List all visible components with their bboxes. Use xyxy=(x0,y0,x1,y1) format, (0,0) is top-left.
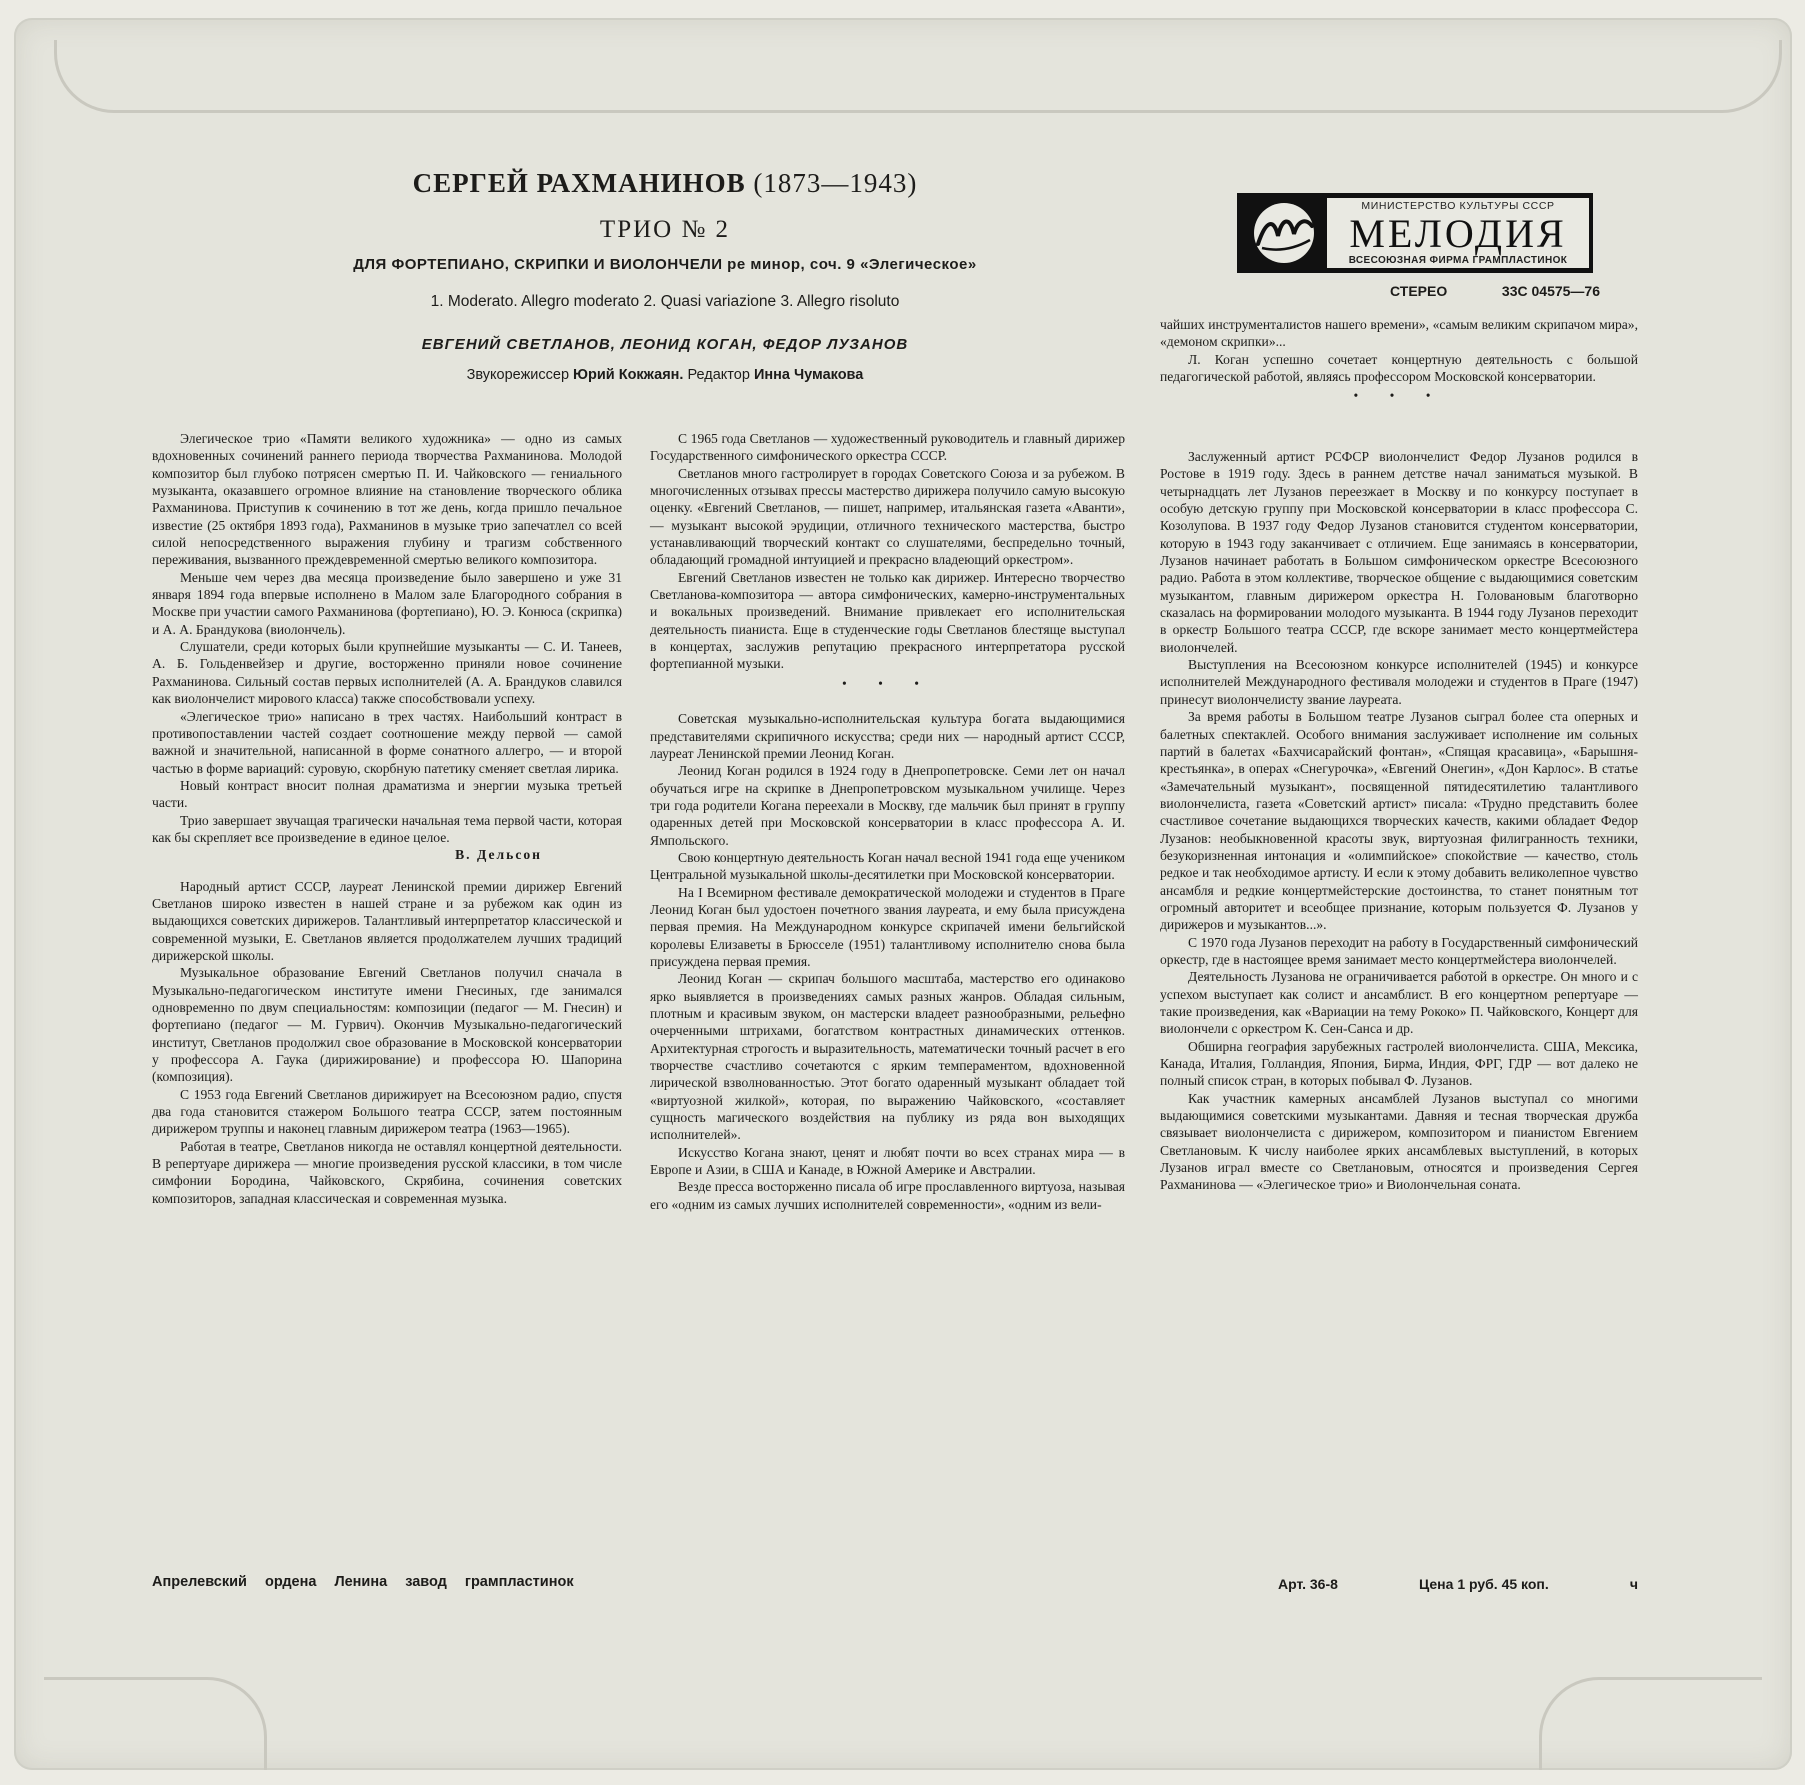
paragraph: Работая в театре, Светланов никогда не оставлял концертной деятельности. В репертуаре дирижера — многие произведения русской классики, в том числе симфонии Бородина, Чайковского, Скрябина, сочинения советских композиторов, западная классическая и современная музыка. xyxy=(152,1138,622,1206)
composer-name: СЕРГЕЙ РАХМАНИНОВ xyxy=(412,168,746,198)
work-subtitle: ДЛЯ ФОРТЕПИАНО, СКРИПКИ И ВИОЛОНЧЕЛИ ре минор, соч. 9 «Элегическое» xyxy=(353,256,977,273)
paragraph: Меньше чем через два месяца произведение было завершено и уже 31 января 1894 года впервые исполнено в Малом зале Благородного собрания в Москве при участии самого Рахманинова (фортепиано), Ю. Э. Конюса (скрипка) и А. А. Брандукова (виолончель). xyxy=(152,569,622,637)
performers: ЕВГЕНИЙ СВЕТЛАНОВ, ЛЕОНИД КОГАН, ФЕДОР ЛУЗАНОВ xyxy=(421,336,909,353)
catalog-format: СТЕРЕО xyxy=(1390,283,1448,299)
paragraph: Слушатели, среди которых были крупнейшие музыканты — С. И. Танеев, А. Б. Гольденвейзер и другие, восторженно приняли новое сочинение Рахманинова. Сильный состав первых исполнителей (А. А. Брандуков славился как виолончелист мирового класса) также способствовали успеху. xyxy=(152,639,622,707)
paragraph: Выступления на Всесоюзном конкурсе исполнителей (1945) и конкурсе исполнителей Международного фестиваля молодежи и студентов в Праге (1947) принесут виолончелисту звание лауреата. xyxy=(1160,657,1638,707)
article-number: Арт. 36-8 xyxy=(1278,1576,1338,1592)
paragraph: Элегическое трио «Памяти великого художника» — одно из самых вдохновенных сочинений раннего периода творчества Рахманинова. Молодой композитор был глубоко потрясен смертью П. И. Чайковского — гениального музыканта, оказавшего огромное влияние на становление творческого облика Рахманинова. Приступив к сочинению в тот же день, когда пришло печальное известие (25 октября 1893 года), Рахманинов в музыке трио запечатлел со всей силой непосредственного выражения глубину и трагизм собственного переживания, вызванного преждевременной смертью великого композитора. xyxy=(152,431,622,568)
composer-years: (1873—1943) xyxy=(753,168,918,198)
paragraph: На I Всемирном фестивале демократической молодежи и студентов в Праге Леонид Коган был удостоен почетного звания лауреата, и ему была присуждена первая премия. На Международном конкурсе скрипачей имени бельгийской королевы Елизаветы в Брюсселе (1951) талантливому исполнителю снова была присуждена первая премия. xyxy=(650,884,1125,969)
factory-imprint: Апрелевский ордена Ленина завод грампластинок xyxy=(152,1574,574,1590)
sleeve-corner-left xyxy=(44,1677,267,1770)
paragraph: Музыкальное образование Евгений Светланов получил сначала в Музыкально-педагогическом институте имени Гнесиных, где занимался одновременно по двум специальностям: композиции (педагог — М. Гнесин) и фортепиано (педагог — М. Гурвич). Окончив Музыкально-педагогический институт, Светланов продолжил свое образование в Московской консерватории у профессора А. Гаука (дирижирование) и профессора Ю. Шапорина (композиция). xyxy=(152,965,622,1085)
logo-brand: МЕЛОДИЯ xyxy=(1349,210,1567,256)
paragraph: Обширна география зарубежных гастролей виолончелиста. США, Мексика, Канада, Италия, Голландия, Япония, Бирма, Индия, ФРГ, ГДР — вот далеко не полный список стран, в которых побывал Ф. Лузанов. xyxy=(1160,1038,1638,1089)
logo-firm: ВСЕСОЮЗНАЯ ФИРМА ГРАМПЛАСТИНОК xyxy=(1348,255,1568,266)
author-signature: В. Дельсон xyxy=(455,847,542,863)
paragraph: Леонид Коган родился в 1924 году в Днепропетровске. Семи лет он начал обучаться игре на скрипке в Днепропетровском музыкальном училище. Через три года родители Когана переехали в Москву, где мальчик был принят в группу одаренных детей при Московской консерватории в класс профессора А. И. Ямпольского. xyxy=(650,763,1125,848)
paragraph: Везде пресса восторженно писала об игре прославленного виртуоза, называя его «одним из самых лучших исполнителей современности», «одним из вели- xyxy=(650,1179,1125,1212)
paragraph: «Элегическое трио» написано в трех частях. Наибольший контраст в противопоставлении частей создает соотношение между первой — самой важной и значительной, написанной в форме сонатного аллегро, — и второй частью в форме вариаций: суровую, скорбную патетику сменяет светлая лирика. xyxy=(152,708,622,776)
paragraph: Как участник камерных ансамблей Лузанов выступал со многими выдающимися советскими музыкантами. Давняя и тесная творческая дружба связывает виолончелиста с дирижером, композитором и пианистом Евгением Светлановым. К числу наиболее ярких ансамблевых выступлений, в которых Лузанов играл вместе со Светлановым, относятся и произведения Сергея Рахманинова — «Элегическое трио» и Виолончельная соната. xyxy=(1160,1090,1638,1193)
catalog-number: 33С 04575—76 xyxy=(1501,283,1600,299)
work-title: ТРИО № 2 xyxy=(599,216,731,243)
price: Цена 1 руб. 45 коп. xyxy=(1419,1576,1549,1592)
paragraph: Евгений Светланов известен не только как дирижер. Интересно творчество Светланова-композитора — автора симфонических, камерно-инструментальных и вокальных произведений. Внимание привлекает его исполнительская деятельность пианиста. Еще в студенческие годы Светланов блестяще выступал в концертах, заслужив репутацию прекрасного интерпретатора русской фортепианной музыки. xyxy=(650,569,1125,672)
paragraph: Искусство Когана знают, ценят и любят почти во всех странах мира — в Европе и Азии, в США и Канаде, в Южной Америке и Австралии. xyxy=(650,1144,1125,1178)
paragraph: Светланов много гастролирует в городах Советского Союза и за рубежом. В многочисленных отзывах прессы мастерство дирижера получило самую высокую оценку. «Евгений Светланов, — пишет, например, итальянская газета «Аванти», — музыкант высокой эрудиции, отличного технического мастерства, быстро устанавливающий творческий контакт со слушателями, беспредельно точный, обладающий громадной интуицией и прекрасно владеющий оркестром». xyxy=(650,465,1126,568)
price-info xyxy=(1278,1576,1638,1592)
section-separator: • • • xyxy=(1353,388,1445,404)
spacer xyxy=(152,864,622,878)
sound-engineer-label: Звукорежиссер xyxy=(466,367,570,383)
paragraph: Народный артист СССР, лауреат Ленинской премии дирижер Евгений Светланов широко известен в нашей стране и за рубежом как один из выдающихся советских дирижеров. Талантливый интерпретатор классической и современной музыки, Е. Светланов является продолжателем лучших традиций дирижерской школы. xyxy=(152,878,622,963)
sleeve-flap-edge xyxy=(54,40,1782,113)
sound-engineer-name: Юрий Кокжаян. xyxy=(573,367,684,383)
text-column-1 xyxy=(152,430,622,1207)
melodiya-logo xyxy=(1237,193,1593,273)
paragraph: Трио завершает звучащая трагически начальная тема первой части, которая как бы скрепляет все произведение в единое целое. xyxy=(152,812,622,845)
paragraph: Свою концертную деятельность Коган начал весной 1941 года еще учеником Центральной музыкальной школы-десятилетки при Московской консерватории. xyxy=(650,849,1125,883)
editor-name: Инна Чумакова xyxy=(753,367,864,383)
text-column-3 xyxy=(1160,448,1638,1194)
text-column-3-top xyxy=(1160,316,1638,409)
movements-list: 1. Moderato. Allegro moderato 2. Quasi variazione 3. Allegro risoluto xyxy=(430,293,900,310)
paragraph: чайших инструменталистов нашего времени», «самым великим скрипачом мира», «демоном скрипки»... xyxy=(1160,317,1638,350)
paragraph: Новый контраст вносит полная драматизма и энергии музыка третьей части. xyxy=(152,777,622,811)
paragraph: С 1953 года Евгений Светланов дирижирует на Всесоюзном радио, спустя два года становится стажером Большого театра СССР, затем постоянным дирижером труппы и наконец главным дирижером театра (1963—1965). xyxy=(152,1086,622,1137)
print-mark: ч xyxy=(1629,1576,1638,1592)
paragraph: С 1970 года Лузанов переходит на работу в Государственный симфонический оркестр, где в настоящее время занимает место концертмейстера виолончелей. xyxy=(1160,934,1638,967)
spacer xyxy=(650,696,1125,710)
logo-text-block xyxy=(1327,198,1589,268)
paragraph: Заслуженный артист РСФСР виолончелист Федор Лузанов родился в Ростове в 1919 году. Здесь в раннем детстве начал заниматься музыкой. В четырнадцать лет Лузанов переезжает в Москву и по конкурсу поступает в особую детскую группу при Московской консерватории в класс профессора С. Козолупова. В 1937 году Федор Лузанов становится студентом консерватории, которую в 1943 году заканчивает с отличием. Еще занимаясь в консерватории, Лузанов начинает работать в Большом симфоническом оркестре Всесоюзного радио. Работа в этом коллективе, творческое общение с выдающимися советским музыкантом, главным дирижером оркестра Н. Головановым благотворно сказалась на формировании молодого музыканта. В 1944 году Лузанов переходит в оркестр Большого театра СССР, где вскоре занимает место концертмейстера виолончелей. xyxy=(1160,449,1638,655)
paragraph: Деятельность Лузанова не ограничивается работой в оркестре. Он много и с успехом выступает как солист и ансамблист. В его концертном репертуаре — такие произведения, как «Вариации на тему Рококо» П. Чайковского, Концерт для виолончели с оркестром К. Сен-Санса и др. xyxy=(1160,969,1638,1037)
catalog-info xyxy=(1390,283,1600,299)
paragraph: Л. Коган успешно сочетает концертную деятельность с большой педагогической работой, являясь профессором Московской консерватории. xyxy=(1160,351,1638,385)
melodiya-emblem-icon xyxy=(1241,198,1327,268)
composer-heading xyxy=(190,168,1140,199)
text-column-2 xyxy=(650,430,1125,1213)
section-separator: • • • xyxy=(841,675,934,691)
paragraph: Советская музыкально-исполнительская культура богата выдающимися представителями скрипичного искусства; среди них — народный артист СССР, лауреат Ленинской премии Леонид Коган. xyxy=(650,711,1125,761)
credits-line xyxy=(190,367,1140,383)
paragraph: С 1965 года Светланов — художественный руководитель и главный дирижер Государственного симфонического оркестра СССР. xyxy=(650,431,1125,464)
sleeve-corner-right xyxy=(1539,1677,1762,1770)
logo-ministry: МИНИСТЕРСТВО КУЛЬТУРЫ СССР xyxy=(1361,200,1555,212)
paragraph: Леонид Коган — скрипач большого масштаба, мастерство его одинаково ярко выявляется в произведениях самых разных жанров. Обладая сильным, плотным и красивым звуком, он мастерски владеет разнообразными, рельефно очерченными штрихами, богатством контрастных динамических оттенков. Архитектурная строгость и выразительность, математически точный расчет в его творчестве счастливо сочетаются с ярким темпераментом, вдохновенной лирической взволнованностью. Этот богато одаренный музыкант обладает той «виртуозной жилкой», которая, по выражению Чайковского, «составляет сущность магического воздействия на публику из ряда вон выходящих исполнителей». xyxy=(650,971,1125,1143)
editor-label: Редактор xyxy=(687,367,750,383)
paragraph: За время работы в Большом театре Лузанов сыграл более ста оперных и балетных спектаклей. Особого внимания заслуживает исполнение им сольных партий в балетах «Бахчисарайский фонтан», «Спящая красавица», «Барышня-крестьянка», в операх «Снегурочка», «Евгений Онегин», «Дон Карлос». В статье «Замечательный музыкант», посвященной пятидесятилетию талантливого виолончелиста, газета «Советский артист» писала: «Трудно представить более счастливое сочетание выдающихся творческих качеств, какими обладает Федор Лузанов: необыкновенной красоты звук, виртуозная филигранность техники, безукоризненная интонация и «олимпийское» спокойствие — качество, столь редкое и так необходимое артисту. И если к этому добавить великолепное чувство ансамбля и редкие концертмейстерские достоинства, то станет понятным тот огромный авторитет и всеобщее признание, которым пользуется Ф. Лузанов у дирижеров и музыкантов...». xyxy=(1160,709,1638,933)
